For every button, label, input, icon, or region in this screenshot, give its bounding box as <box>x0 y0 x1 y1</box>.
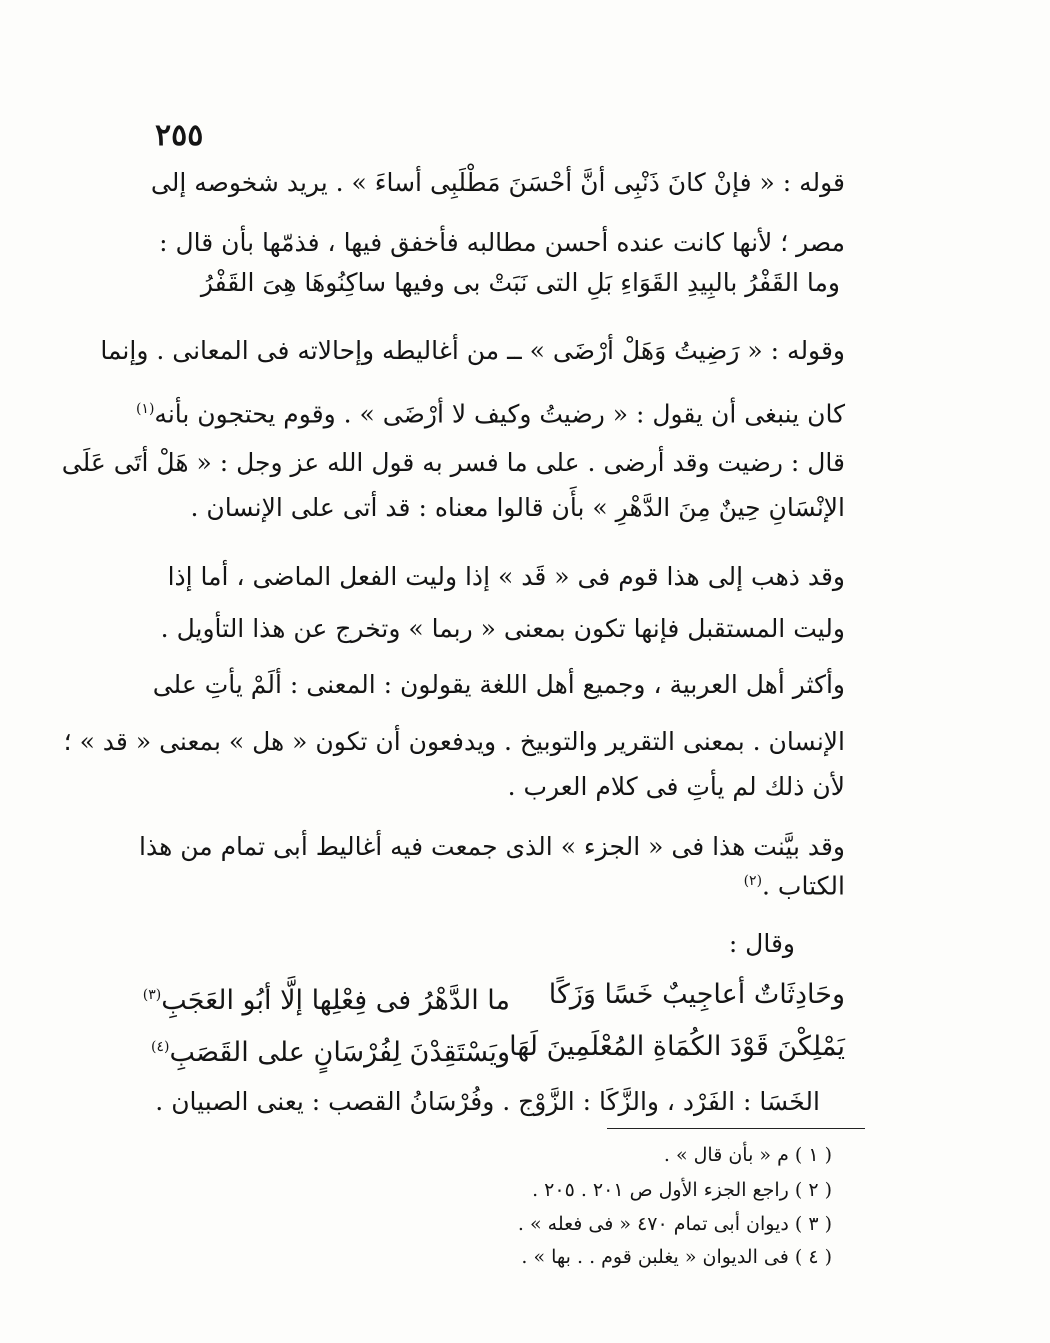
footnote-3: ( ٣ ) ديوان أبى تمام ٤٧٠ « فى فعله » . <box>517 1213 832 1235</box>
body-line: الإنْسَانِ حِينٌ مِنَ الدَّهْرِ » بأَن قالوا معناه : قد أتى على الإنسان . <box>190 493 845 522</box>
body-line: لأن ذلك لم يأتِ فى كلام العرب . <box>507 772 845 801</box>
body-line: قوله : « فإنْ كانَ ذَنْبِى أنَّ أحْسَنَ مَطْلَبِى أساءَ » . يريد شخوصه إلى <box>150 168 845 197</box>
footnote-1: ( ١ ) م « بأن قال » . <box>663 1144 832 1166</box>
body-line: وقوله : « رَضِيتُ وَهَلْ أرْضَى » ــ من أغاليطه وإحالاته فى المعانى . وإنما <box>100 336 845 365</box>
verse-intro: وقال : <box>728 929 795 958</box>
body-line: الإنسان . بمعنى التقرير والتوبيخ . ويدفعون أن تكون « هل » بمعنى « قد » ؛ <box>63 727 845 756</box>
verse-2-second-hemistich <box>151 1028 510 1072</box>
footnote-mark-4: (٤) <box>151 1039 170 1055</box>
body-line-with-note <box>136 392 845 431</box>
verse-1-first-hemistich: وحَادِثَاتٌ أعاجِيبٌ خَسًا وَزَكًا <box>548 979 845 1010</box>
body-line: وأكثر أهل العربية ، وجميع أهل اللغة يقولون : المعنى : ألَمْ يأتِ على <box>152 670 845 699</box>
quoted-verse-line: وما القَفْرُ بالبِيدِ القَوَاءِ بَلِ التى نَبَتْ بى وفيها ساكِنُوهَا هِىَ القَفْرُ <box>200 268 840 297</box>
footnote-divider <box>607 1128 865 1129</box>
verse-1-second-hemistich-text: ما الدَّهْرُ فى فِعْلِها إلَّا أبُو العَجَبِ <box>161 985 510 1016</box>
footnote-mark-3: (٣) <box>142 987 162 1003</box>
page-number: ٢٥٥ <box>155 118 204 153</box>
footnote-4: ( ٤ ) فى الديوان « يغلبن قوم . . بها » . <box>521 1246 832 1268</box>
footnote-mark-2: (٢) <box>743 873 763 889</box>
body-line: مصر ؛ لأنها كانت عنده أحسن مطالبه فأخفق فيها ، فذمّها بأن قال : <box>159 228 845 257</box>
footnote-2: ( ٢ ) راجع الجزء الأول ص ٢٠١ . ٢٠٥ . <box>532 1179 832 1201</box>
body-line: وقد بيَّنت هذا فى « الجزء » الذى جمعت فيه أغاليط أبى تمام من هذا <box>139 832 845 861</box>
body-line: قال : رضيت وقد أرضى . على ما فسر به قول الله عز وجل : « هَلْ أتَى عَلَى <box>61 448 845 477</box>
verse-1-second-hemistich <box>143 976 510 1020</box>
verse-2-first-hemistich: يَمْلِكْنَ قَوْدَ الكُمَاةِ المُعْلَمِينَ لَهَا <box>509 1031 845 1062</box>
body-line-text: الكتاب . <box>762 871 845 901</box>
body-line-text: كان ينبغى أن يقول : « رضيتُ وكيف لا أرْضَى » . وقوم يحتجون بأنه <box>154 399 845 429</box>
verse-2-second-hemistich-text: ويَسْتَقِدْنَ لِفُرْسَانٍ على القَصَبِ <box>169 1037 510 1068</box>
body-line-with-note <box>744 864 845 903</box>
footnote-mark-1: (١) <box>135 401 155 417</box>
gloss-line: الخَسَا : الفَرْد ، والزَّكَا : الزَّوْج . وفُرْسَانُ القصب : يعنى الصبيان . <box>155 1087 820 1116</box>
body-line: وليت المستقبل فإنها تكون بمعنى « ربما » وتخرج عن هذا التأويل . <box>160 614 845 643</box>
body-line: وقد ذهب إلى هذا قوم فى « قَد » إذا وليت الفعل الماضى ، أما إذا <box>167 562 845 591</box>
